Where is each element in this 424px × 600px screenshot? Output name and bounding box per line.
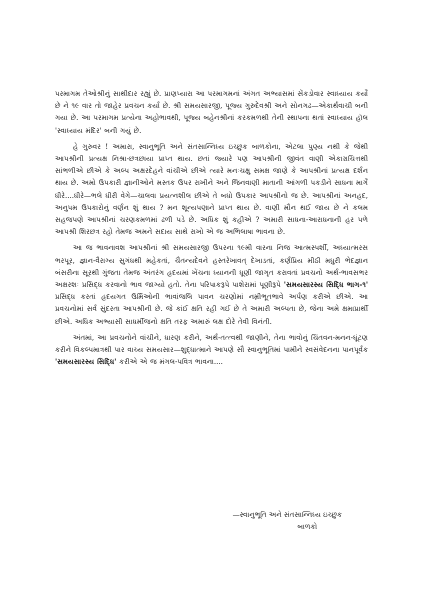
book-title-text: 'સમયસારસ્ય સિદ્ધિ'	[55, 357, 117, 367]
book-title-text: 'સમયસારસ્ય સિદ્ધિ ભાગ-૧'	[283, 280, 368, 290]
paragraph-text: પરમાગમ તેઓશ્રીનું સાથીદાર રહ્યું છે. પ્રાણપ્યારા આ પરમાગમનાં અંગત અભ્યાસમાં સેંકડોવાર સ્વાધ્યાય કર્યો છે ને ૧૯ વાર તો જાહેર પ્રવચન કર્યા છે. શ્રી સમયસારજી, પૂજ્ય ગુરુદેવશ્રી અને સોનગઢ—એકાર્થવાચી બની ગયા છે. આ પરમાગમ પ્રત્યેના અહોભાવથી, પૂજ્ય બહેનશ્રીનાં કરકમળથી તેની સ્થાપના થતાં સ્વાધ્યાય હૉલ 'સ્વાધ્યાય મંદિર' બની ગયું છે.	[55, 89, 368, 135]
signature-block	[233, 509, 342, 533]
paragraph	[55, 141, 368, 239]
paragraph-text: કરીએ એ જ મંગલ-પવિત્ર ભાવના....	[116, 357, 223, 367]
signature-name: બાળકો	[297, 522, 318, 531]
paragraph	[55, 332, 368, 369]
paragraph-text: પ્રસિદ્ધ કરતાં હૃદયગત ઉર્મિઓની ભાવાંજલિ પાવન ચરણોમાં નમ્રીભૂતભાવે અર્પણ કરીએ છીએ. આ પ્રવચનોમાં સર્વ સુંદરતા આપશ્રીની છે. જે કાંઈ ક્ષતિ રહી ગઈ છે તે અમારી અલ્પતા છે, જેના અમે ક્ષમાપ્રાર્થી છીએ. અધિક અભ્યાસી સાધર્મીજનો ક્ષતિ તરફ અમારું લક્ષ દોરે તેવી વિનંતી.	[55, 292, 368, 326]
paragraph-text: હે ગુરુવર ! અમારા, સ્વાનુભૂતિ અને સંતસાન્નિધ્ય ઇચ્છુક બાળકોના, એટલા પુણ્ય નથી કે જેથી આપશ્રીની પ્રત્યક્ષ નિશ્રા-છત્રછાયા પ્રાપ્ત થાય. છતાં જ્યારે પણ આપશ્રીની જીવંત વાણી એકાગ્રચિત્તથી સાંભળીએ છીએ કે અલ્પ અક્ષરદેહને વાંચીએ છીએ ત્યારે મનઃચક્ષુ સમક્ષ જાણે કે આપશ્રીનાં પ્રત્યક્ષ દર્શન થાય છે. અમો ઉપકારી જ્ઞાનીઓને મસ્તક ઉપર રાખીને અને જિનવાણી માતાની આંગળી પકડીને સાધના માર્ગે ધીરે....ધીરે—ભલે ધીરી વેગે—ચાલવા પ્રયત્નશીલ છીએ તે બધો ઉપકાર આપશ્રીનો જ છે. આપશ્રીનાં અનહદ, અનુપમ ઉપકારોનું વર્ણન શું થાય ? મન શૂન્યપણાને પ્રાપ્ત થાય છે. વાણી મૌન થઈ જાય છે ને કલમ સહજપણે આપશ્રીનાં ચરણકમળમાં ઢળી પડે છે. અધિક શું કહીએ ? અમારી સાધના-આરાધનાની હર પળે આપશ્રી શિરછત્ર રહો તેમજ અમને સદાય સાથે રાખો એ જ અભિલાષા ભાવના છે.	[55, 141, 368, 237]
signature-line: —સ્વાનુભૂતિ અને સંતસાન્નિધ્ય ઇચ્છુક	[232, 510, 342, 519]
paragraph-text: અંતમાં, આ પ્રવચનોને વાંચીને, ધારણ કરીને, અર્થ-તત્ત્વથી જાણીને, તેના ભાવોનું ચિંતવન-મનન-ઘૂંટણ કરીને વિકલ્પમાત્રથી પાર વાચ્ય સમયસાર—શુદ્ધાત્માને આપણે સૌ સ્વાનુભૂતિમાં પામીને સ્વસંવેદનના પાનપૂર્વક	[55, 332, 368, 355]
paragraph	[55, 242, 368, 327]
paragraph	[55, 88, 368, 137]
paragraph-text: આ જ ભાવનાવશ આપશ્રીનાં શ્રી સમયસારજી ઉપરના ૧૯મી વારના નિજ આત્મસ્પર્શી, અધ્યાત્મરસ ભરપૂર, જ્ઞાન-વૈરાગ્ય સુગંધથી મહેકતાં, ચૈતન્યદેવને હસ્તરેખાવત્ દેખાડતાં, કર્ણપ્રિય મીઠી મધુરી ભેદજ્ઞાન બંસરીના સૂરથી ગુંજતા તેમજ અંતરંગ હૃદયમાં ખેંચના ધ્યાનની ધૂણી જાગૃત કરાવતાં પ્રવચનો અર્થ-ભાવસભર અક્ષરશઃ પ્રસિદ્ધ કરવાનો ભાવ જાગ્યો હતો. તેના પરિપાકરૂપે પાશેરામાં પૂણીરૂપે	[55, 243, 368, 290]
